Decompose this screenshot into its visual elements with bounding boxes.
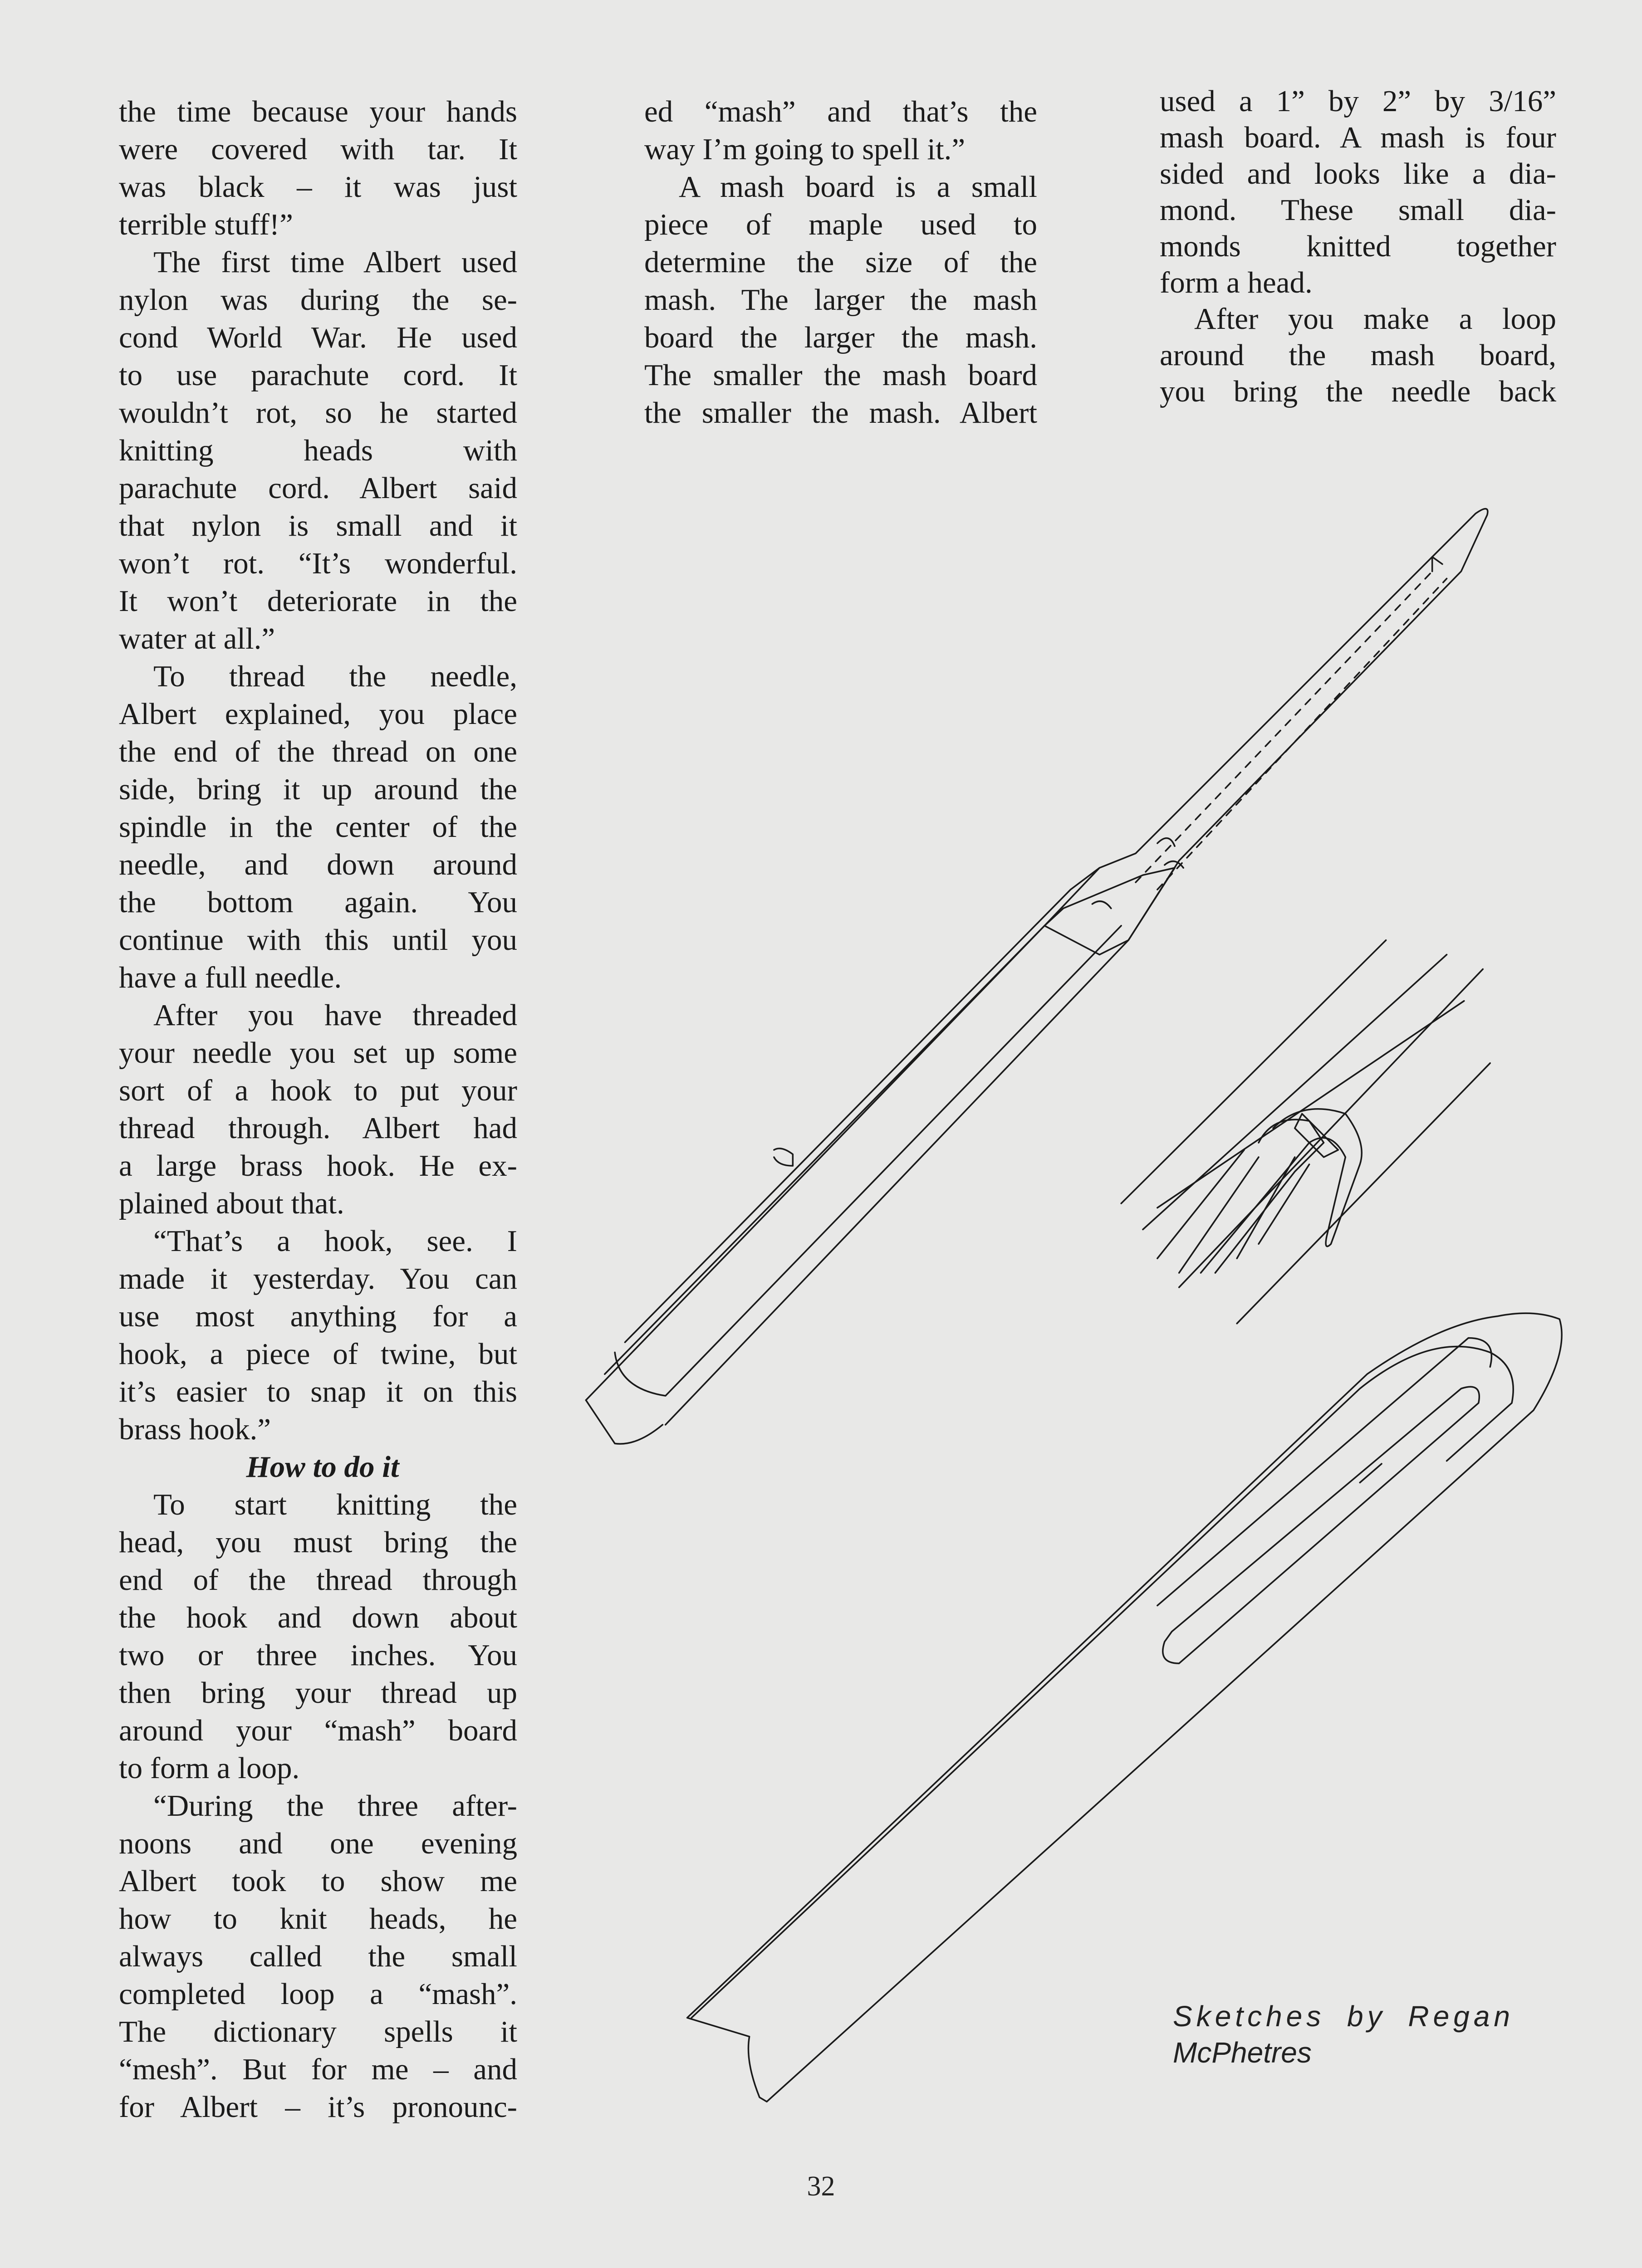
text-line: to use parachute cord. It [119, 358, 517, 392]
text-line: mash. The larger the mash [644, 283, 1037, 317]
text-line: it’s easier to snap it on this [119, 1375, 517, 1408]
text-line: was black – it was just [119, 170, 517, 204]
text-line: knitting heads with [119, 434, 517, 467]
sketch-credit-caption [1173, 1998, 1514, 2071]
text-line: for Albert – it’s pronounc- [119, 2090, 517, 2124]
needle-knot-detail-sketch [1121, 940, 1490, 1324]
text-line: board the larger the mash. [644, 321, 1037, 354]
text-line: have a full needle. [119, 961, 342, 994]
caption-line-2: McPhetres [1173, 2036, 1312, 2069]
text-line: nylon was during the se- [119, 283, 517, 317]
mash-board-needle-sketch [687, 1313, 1562, 2102]
text-line: The smaller the mash board [644, 358, 1037, 392]
text-line: the hook and down about [119, 1601, 517, 1634]
text-line: used a 1” by 2” by 3/16” [1160, 84, 1556, 118]
text-line: water at all.” [119, 622, 275, 655]
text-line: mond. These small dia- [1160, 193, 1556, 227]
text-line: the time because your hands [119, 95, 517, 128]
text-line: use most anything for a [119, 1300, 517, 1333]
text-line: sort of a hook to put your [119, 1074, 517, 1107]
text-line: side, bring it up around the [119, 772, 517, 806]
text-line: end of the thread through [119, 1563, 517, 1597]
text-line: terrible stuff!” [119, 208, 293, 241]
text-line: monds knitted together [1160, 230, 1556, 263]
netting-needle-threaded-sketch [586, 509, 1488, 1444]
text-line: wouldn’t rot, so he started [119, 396, 517, 430]
text-line: After you make a loop [1194, 302, 1556, 336]
text-line: determine the size of the [644, 245, 1037, 279]
text-line: your needle you set up some [119, 1036, 517, 1070]
text-line: mash board. A mash is four [1160, 121, 1556, 154]
text-line: then bring your thread up [119, 1676, 517, 1710]
text-line: To thread the needle, [153, 660, 517, 693]
text-line: hook, a piece of twine, but [119, 1337, 517, 1371]
text-line: way I’m going to spell it.” [644, 132, 966, 166]
page-number: 32 [807, 2171, 835, 2202]
text-line: brass hook.” [119, 1413, 271, 1446]
text-line: a large brass hook. He ex- [119, 1149, 517, 1183]
caption-line-1: Sketches by Regan [1173, 2000, 1514, 2033]
text-line: It won’t deteriorate in the [119, 584, 517, 618]
text-line: sided and looks like a dia- [1160, 157, 1556, 191]
text-line: won’t rot. “It’s wonderful. [119, 547, 517, 580]
text-line: thread through. Albert had [119, 1111, 517, 1145]
text-line: the bottom again. You [119, 885, 517, 919]
text-line: you bring the needle back [1160, 375, 1556, 408]
text-line: spindle in the center of the [119, 810, 517, 844]
text-line: plained about that. [119, 1187, 344, 1220]
text-line: Albert explained, you place [119, 697, 517, 731]
section-heading: How to do it [246, 1450, 399, 1484]
text-line: “That’s a hook, see. I [153, 1224, 517, 1258]
text-line: continue with this until you [119, 923, 517, 957]
text-line: A mash board is a small [679, 170, 1037, 204]
text-line: around your “mash” board [119, 1714, 517, 1747]
text-line: cond World War. He used [119, 321, 517, 354]
text-line: needle, and down around [119, 848, 517, 881]
text-line: always called the small [119, 1940, 517, 1973]
text-line: to form a loop. [119, 1751, 300, 1785]
text-line: piece of maple used to [644, 208, 1037, 241]
text-line: around the mash board, [1160, 338, 1556, 372]
text-line: completed loop a “mash”. [119, 1977, 517, 2011]
text-line: the smaller the mash. Albert [644, 396, 1037, 430]
text-line: made it yesterday. You can [119, 1262, 517, 1295]
text-line: To start knitting the [153, 1488, 517, 1521]
text-line: were covered with tar. It [119, 132, 517, 166]
text-line: form a head. [1160, 266, 1313, 299]
text-line: head, you must bring the [119, 1525, 517, 1559]
text-line: ed “mash” and that’s the [644, 95, 1037, 128]
text-line: “mesh”. But for me – and [119, 2053, 517, 2086]
text-line: that nylon is small and it [119, 509, 517, 543]
text-line: The first time Albert used [153, 245, 517, 279]
text-line: parachute cord. Albert said [119, 471, 517, 505]
text-line: Albert took to show me [119, 1864, 517, 1898]
text-line: noons and one evening [119, 1827, 517, 1860]
text-line: two or three inches. You [119, 1638, 517, 1672]
text-line: After you have threaded [153, 998, 517, 1032]
text-line: how to knit heads, he [119, 1902, 517, 1936]
text-line: The dictionary spells it [119, 2015, 517, 2048]
text-line: the end of the thread on one [119, 735, 517, 768]
text-line: “During the three after- [153, 1789, 517, 1823]
